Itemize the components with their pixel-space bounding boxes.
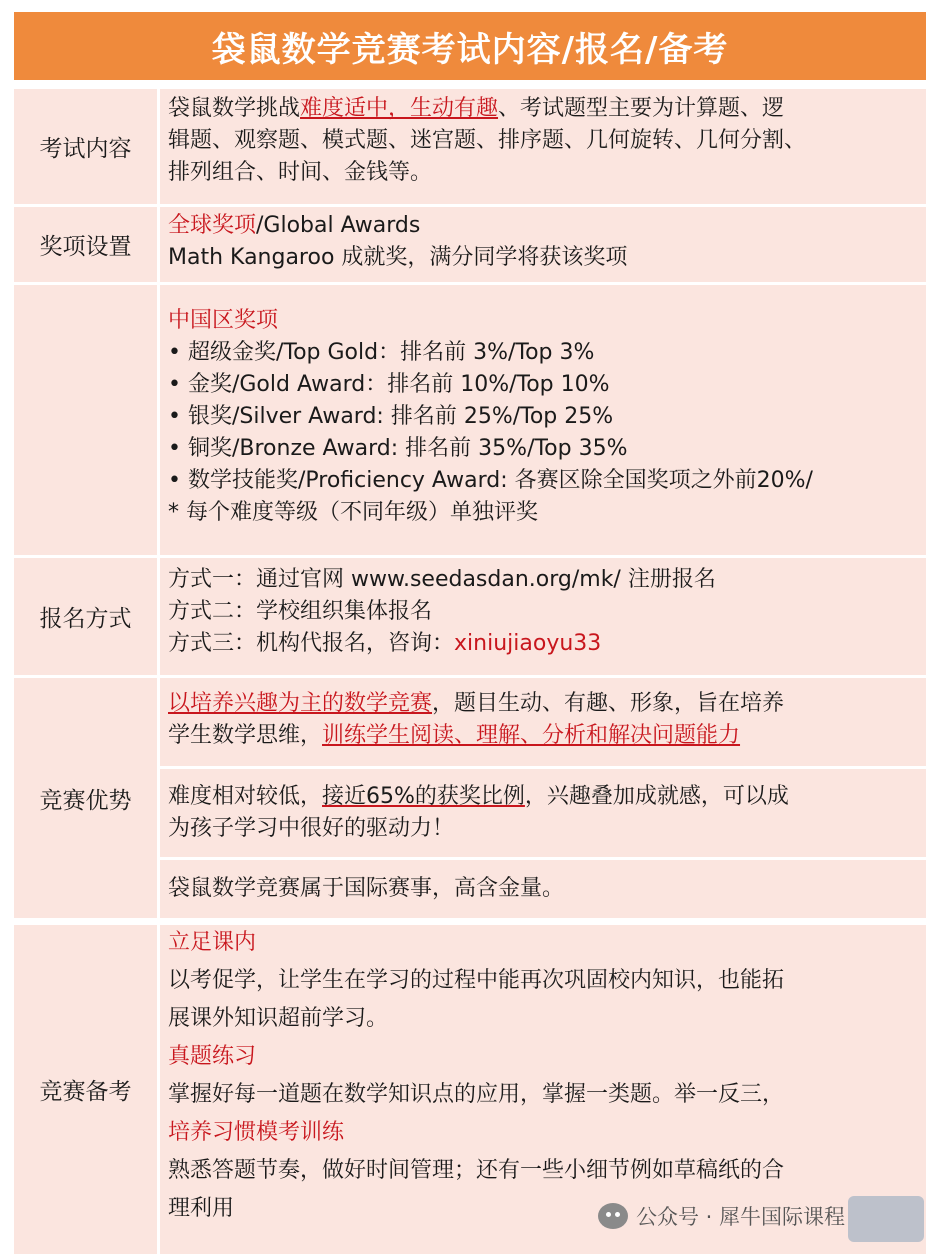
text-line: 理利用 xyxy=(168,1196,235,1221)
highlight-text: 训练学生阅读、理解、分析和解决问题能力 xyxy=(322,723,741,748)
text-line xyxy=(168,93,920,125)
text-line: 以考促学，让学生在学习的过程中能再次巩固校内知识，也能拓 xyxy=(168,968,785,993)
advantage-block xyxy=(160,678,926,766)
text-line: 袋鼠数学竞赛属于国际赛事，高含金量。 xyxy=(168,876,565,901)
row-advantages xyxy=(14,678,926,918)
award-item: • 铜奖/Bronze Award: 排名前 35%/Top 35% xyxy=(168,436,628,461)
text-span: /Global Awards xyxy=(256,213,421,238)
row-label-registration: 报名方式 xyxy=(14,558,157,675)
text-line xyxy=(168,720,920,752)
text-span: ，兴趣叠加成就感，可以成 xyxy=(524,784,789,809)
text-span: 难度相对较低， xyxy=(168,784,323,809)
brand-logo-icon xyxy=(848,1196,924,1242)
advantage-block xyxy=(160,769,926,857)
award-item: • 数学技能奖/Proficiency Award: 各赛区除全国奖项之外前20%/ xyxy=(168,468,813,493)
row-china-awards xyxy=(14,285,926,555)
china-awards-heading: 中国区奖项 xyxy=(168,308,279,333)
prep-heading: 培养习惯模考训练 xyxy=(168,1120,345,1145)
text-line: 排列组合、时间、金钱等。 xyxy=(168,160,433,185)
row-label-advantages: 竞赛优势 xyxy=(14,678,157,918)
row-content-china-awards xyxy=(160,285,926,555)
highlight-text: 以培养兴趣为主的数学竞赛 xyxy=(168,691,433,716)
award-note: * 每个难度等级（不同年级）单独评奖 xyxy=(168,500,538,525)
row-content-awards xyxy=(160,207,926,282)
row-label-awards: 奖项设置 xyxy=(14,207,157,282)
text-span: ，题目生动、有趣、形象，旨在培养 xyxy=(432,691,785,716)
row-awards xyxy=(14,207,926,282)
watermark xyxy=(598,1200,845,1232)
text-line: 熟悉答题节奏，做好时间管理；还有一些小细节例如草稿纸的合 xyxy=(168,1158,785,1183)
text-line: 为孩子学习中很好的驱动力！ xyxy=(168,816,455,841)
text-line: 展课外知识超前学习。 xyxy=(168,1006,389,1031)
prep-heading: 真题练习 xyxy=(168,1044,257,1069)
text-span: 、考试题型主要为计算题、逻 xyxy=(498,96,785,121)
text-span: 方式三：机构代报名，咨询： xyxy=(168,631,455,656)
row-exam-content xyxy=(14,89,926,204)
text-line: 辑题、观察题、模式题、迷宫题、排序题、几何旋转、几何分割、 xyxy=(168,128,807,153)
highlight-text: 接近65%的获奖比例 xyxy=(322,784,525,809)
text-line xyxy=(168,628,920,660)
row-registration xyxy=(14,558,926,675)
text-line: Math Kangaroo 成就奖，满分同学将获该奖项 xyxy=(168,245,628,270)
text-span: 学生数学思维， xyxy=(168,723,323,748)
text-line xyxy=(168,781,920,813)
text-line: 掌握好每一道题在数学知识点的应用，掌握一类题。举一反三， xyxy=(168,1082,785,1107)
text-span: 袋鼠数学挑战 xyxy=(168,96,301,121)
prep-heading: 立足课内 xyxy=(168,930,257,955)
text-line: 方式一：通过官网 www.seedasdan.org/mk/ 注册报名 xyxy=(168,567,716,592)
contact-id: xiniujiaoyu33 xyxy=(454,631,602,656)
wechat-icon xyxy=(598,1203,628,1229)
highlight-text: 全球奖项 xyxy=(168,213,257,238)
award-item: • 超级金奖/Top Gold：排名前 3%/Top 3% xyxy=(168,340,595,365)
page-title: 袋鼠数学竞赛考试内容/报名/备考 xyxy=(211,29,729,70)
row-content-registration xyxy=(160,558,926,675)
text-line: 方式二：学校组织集体报名 xyxy=(168,599,433,624)
row-label-exam-content: 考试内容 xyxy=(14,89,157,204)
row-content-exam-content xyxy=(160,89,926,204)
text-line xyxy=(168,688,920,720)
highlight-text: 难度适中，生动有趣 xyxy=(300,96,499,121)
row-label-preparation: 竞赛备考 xyxy=(14,925,157,1254)
text-line xyxy=(168,210,920,242)
row-label-china-awards xyxy=(14,285,157,555)
award-item: • 银奖/Silver Award: 排名前 25%/Top 25% xyxy=(168,404,614,429)
award-item: • 金奖/Gold Award：排名前 10%/Top 10% xyxy=(168,372,610,397)
watermark-text: 公众号 · 犀牛国际课程 xyxy=(636,1205,846,1229)
document-sheet xyxy=(14,12,926,1254)
title-bar xyxy=(14,12,926,80)
advantage-block xyxy=(160,860,926,918)
